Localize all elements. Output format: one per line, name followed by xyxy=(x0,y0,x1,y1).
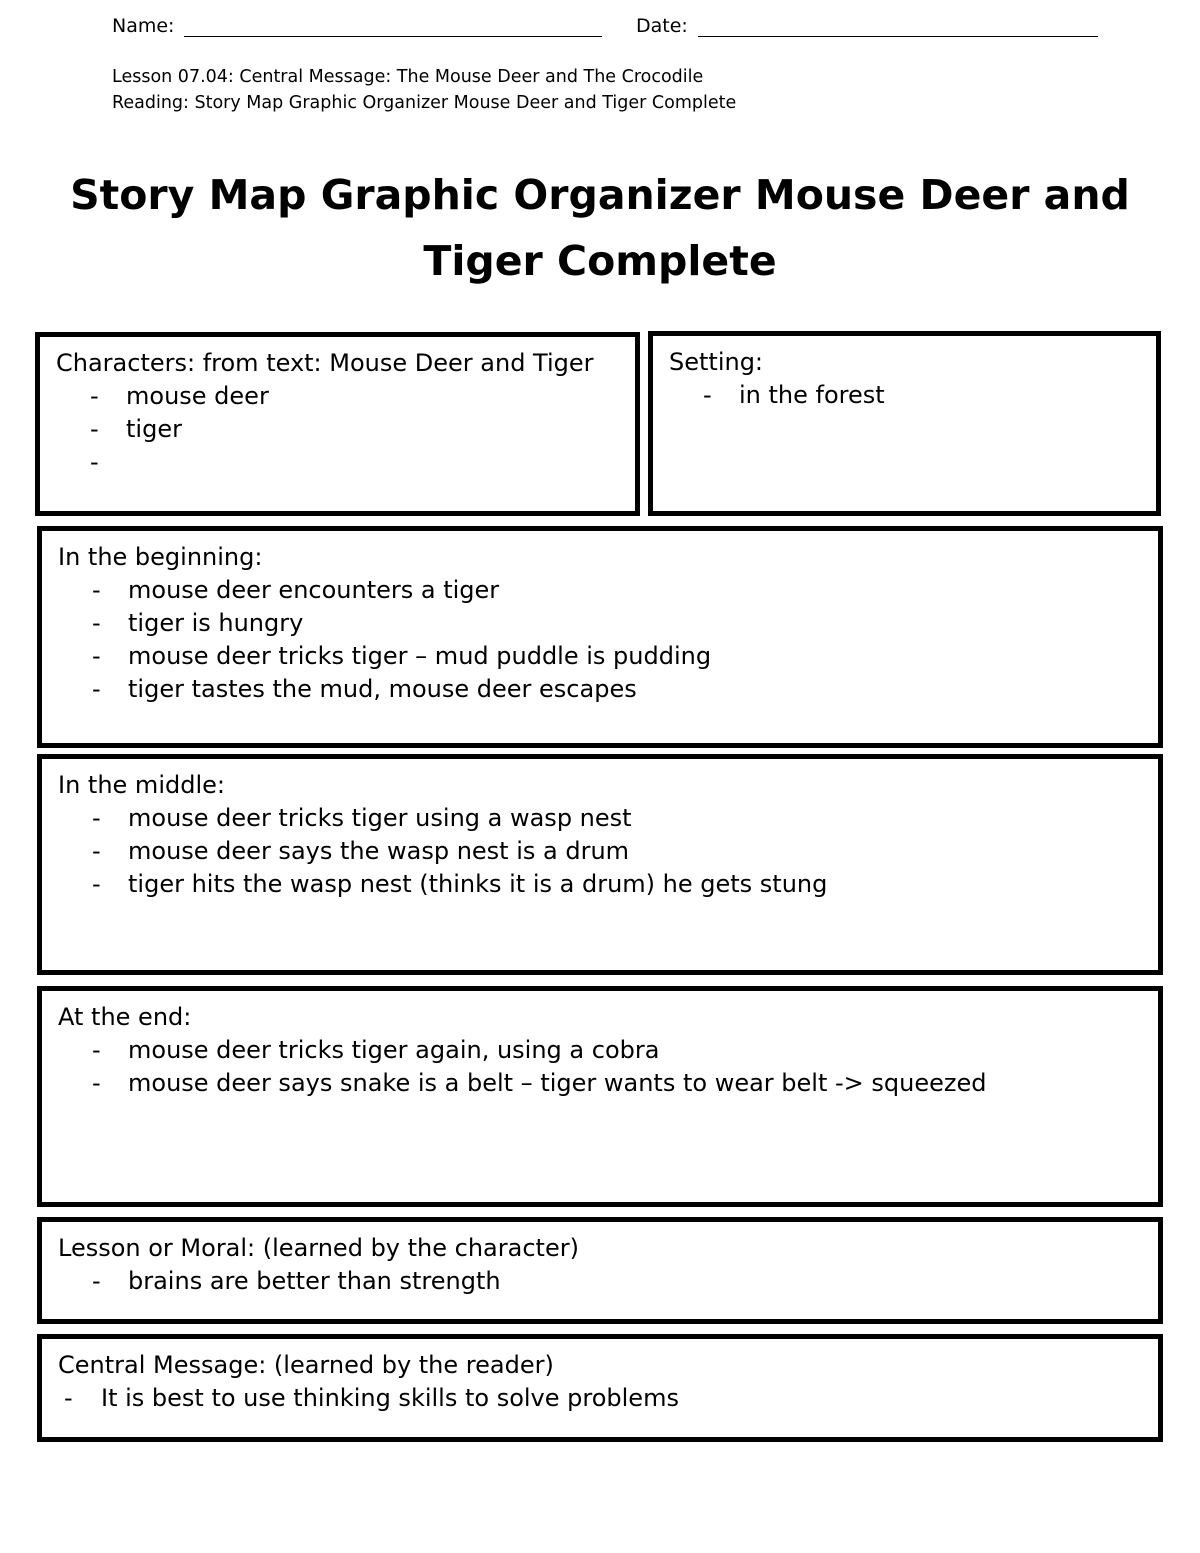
lesson-line: Lesson 07.04: Central Message: The Mouse Deer and The Crocodile xyxy=(112,67,704,87)
page-title xyxy=(60,162,1140,294)
list-item: - mouse deer says snake is a belt – tiger wants to wear belt -> squeezed xyxy=(58,1067,1142,1100)
beginning-heading: In the beginning: xyxy=(58,543,263,571)
name-blank-line xyxy=(184,12,602,37)
list-item: - mouse deer encounters a tiger xyxy=(58,574,1142,607)
end-heading: At the end: xyxy=(58,1003,192,1031)
moral-heading: Lesson or Moral: (learned by the character) xyxy=(58,1234,579,1262)
middle-heading: In the middle: xyxy=(58,771,225,799)
reading-line: Reading: Story Map Graphic Organizer Mouse Deer and Tiger Complete xyxy=(112,93,737,113)
characters-heading: Characters: from text: Mouse Deer and Tiger xyxy=(56,349,594,377)
central-message-heading: Central Message: (learned by the reader) xyxy=(58,1351,554,1379)
list-item: - in the forest xyxy=(669,379,1140,412)
setting-list xyxy=(669,379,1140,412)
end-list xyxy=(58,1034,1142,1100)
date-blank-line xyxy=(698,12,1098,37)
middle-list xyxy=(58,802,1142,901)
name-field xyxy=(112,12,602,37)
moral-list xyxy=(58,1265,1142,1298)
list-item: - mouse deer xyxy=(56,380,619,413)
setting-heading: Setting: xyxy=(669,348,764,376)
lesson-info xyxy=(112,64,736,116)
page-title-line-2: Tiger Complete xyxy=(423,237,777,285)
central-message-box xyxy=(37,1334,1163,1442)
date-label: Date: xyxy=(636,15,688,37)
list-item: - mouse deer tricks tiger using a wasp nest xyxy=(58,802,1142,835)
moral-box xyxy=(37,1217,1163,1324)
beginning-list xyxy=(58,574,1142,706)
name-label: Name: xyxy=(112,15,175,37)
beginning-box xyxy=(37,526,1163,748)
list-item: - brains are better than strength xyxy=(58,1265,1142,1298)
list-item: - mouse deer tricks tiger again, using a cobra xyxy=(58,1034,1142,1067)
list-item xyxy=(56,446,619,479)
middle-box xyxy=(37,754,1163,975)
list-item: - mouse deer says the wasp nest is a drum xyxy=(58,835,1142,868)
characters-list xyxy=(56,380,619,479)
setting-box xyxy=(648,331,1161,516)
central-message-list xyxy=(58,1382,1142,1415)
list-item: - tiger tastes the mud, mouse deer escapes xyxy=(58,673,1142,706)
list-item: - mouse deer tricks tiger – mud puddle is pudding xyxy=(58,640,1142,673)
list-item: - tiger is hungry xyxy=(58,607,1142,640)
end-box xyxy=(37,986,1163,1207)
list-item: - It is best to use thinking skills to solve problems xyxy=(58,1382,1142,1415)
list-item: - tiger hits the wasp nest (thinks it is a drum) he gets stung xyxy=(58,868,1142,901)
date-field xyxy=(636,12,1098,37)
characters-box xyxy=(35,332,640,516)
page-title-line-1: Story Map Graphic Organizer Mouse Deer and xyxy=(70,171,1130,219)
list-item: - tiger xyxy=(56,413,619,446)
